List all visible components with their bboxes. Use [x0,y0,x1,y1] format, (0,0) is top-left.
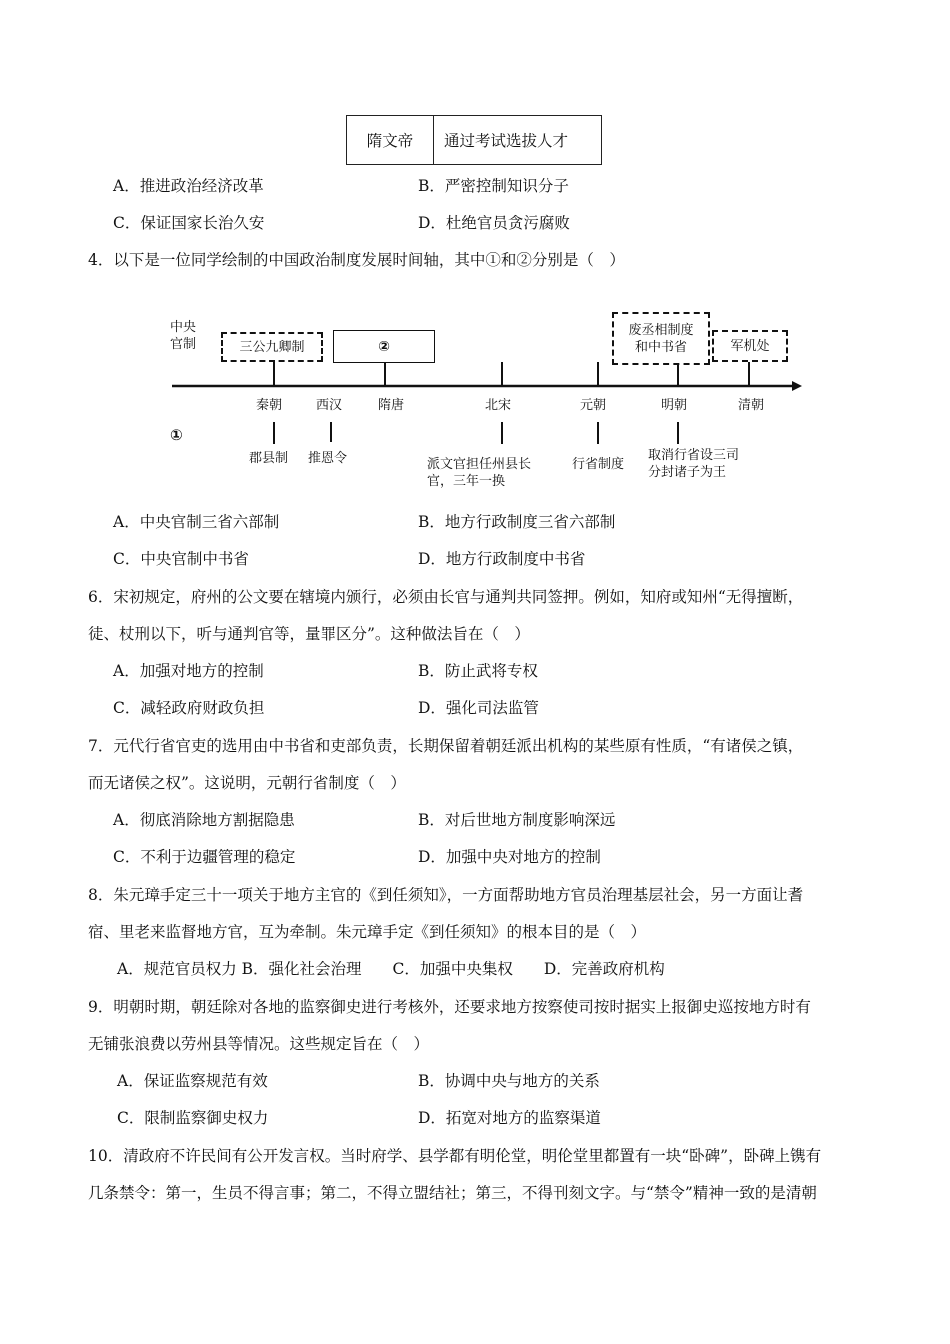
q6-option-d[interactable]: D．强化司法监管 [418,699,539,717]
q8-options[interactable]: A．规范官员权力 B．强化社会治理 C．加强中央集权 D．完善政府机构 [117,960,665,978]
dynasty-xihan: 西汉 [316,398,343,413]
q6-option-c[interactable]: C．减轻政府财政负担 [113,699,265,717]
tick-beisong-down [501,422,503,444]
q7-stem-line2: 而无诸侯之权”。这说明，元朝行省制度（ ） [88,774,406,792]
q4-option-c[interactable]: C．中央官制中书省 [113,550,249,568]
box-fei-chengxiang [612,312,710,365]
dynasty-yuan: 元朝 [580,398,607,413]
q3-table-cell-emperor: 隋文帝 [347,116,434,164]
q3-table-cell-policy: 通过考试选拔人才 [444,132,569,150]
tick-yuan-up [597,362,599,386]
tick-qin-down [273,422,275,444]
local-han: 推恩令 [308,451,348,466]
dynasty-ming: 明朝 [661,398,688,413]
q10-stem-line1: 10．清政府不许民间有公开发言权。当时府学、县学都有明伦堂，明伦堂里都置有一块“卧碑”，卧碑上镌有 [88,1147,822,1165]
q6-stem-line1: 6．宋初规定，府州的公文要在辖境内颁行，必须由长官与通判共同签押。例如，知府或知州“无得擅断， [88,588,804,606]
q7-option-b[interactable]: B．对后世地方制度影响深远 [418,811,616,829]
q3-option-d[interactable]: D．杜绝官员贪污腐败 [418,214,570,232]
q7-option-d[interactable]: D．加强中央对地方的控制 [418,848,601,866]
local-ming-line1: 取消行省设三司 [648,448,740,463]
dynasty-qing: 清朝 [738,398,765,413]
tick-ming-up [677,365,679,386]
q6-stem-line2: 徒、杖刑以下，听与通判官等，量罪区分”。这种做法旨在（ ） [88,625,530,643]
q3-option-a[interactable]: A．推进政治经济改革 [113,177,264,195]
q9-option-d[interactable]: D．拓宽对地方的监察渠道 [418,1109,601,1127]
box-fei-line1: 废丞相制度 [628,322,694,338]
tick-qin-up [273,362,275,386]
q7-stem-line1: 7．元代行省官吏的选用由中书省和吏部负责，长期保留着朝廷派出机构的某些原有性质，“有诸侯之镇， [88,737,804,755]
central-label-line1: 中央 [170,320,197,335]
tick-qing-up [748,362,750,386]
timeline-arrow-icon [792,381,802,391]
q9-stem-line2: 无铺张浪费以劳州县等情况。这些规定旨在（ ） [88,1035,430,1053]
tick-han-down [330,422,332,442]
tick-yuan-down [597,422,599,444]
q6-option-a[interactable]: A．加强对地方的控制 [113,662,264,680]
tick-suitang-up [384,363,386,386]
q3-table [346,115,602,165]
q4-option-d[interactable]: D．地方行政制度中书省 [418,550,586,568]
q3-option-b[interactable]: B．严密控制知识分子 [418,177,569,195]
box-junjichu: 军机处 [712,330,788,362]
q10-stem-line2: 几条禁令：第一，生员不得言事；第二，不得立盟结社；第三，不得刊刻文字。与“禁令”精神一致的是清朝 [88,1184,817,1202]
local-yuan: 行省制度 [572,457,625,472]
q9-option-a[interactable]: A．保证监察规范有效 [117,1072,268,1090]
local-qin: 郡县制 [249,451,289,466]
timeline-axis [170,376,810,396]
q4-option-b[interactable]: B．地方行政制度三省六部制 [418,513,616,531]
dynasty-suitang: 隋唐 [378,398,405,413]
q7-option-c[interactable]: C．不利于边疆管理的稳定 [113,848,296,866]
q8-stem-line2: 宿、里老来监督地方官，互为牵制。朱元璋手定《到任须知》的根本目的是（ ） [88,923,647,941]
q9-option-c[interactable]: C．限制监察御史权力 [117,1109,269,1127]
q9-option-b[interactable]: B．协调中央与地方的关系 [418,1072,600,1090]
q8-stem-line1: 8．朱元璋手定三十一项关于地方主官的《到任须知》，一方面帮助地方官员治理基层社会，另一方面让耆 [88,886,804,904]
tick-beisong-up [501,362,503,386]
local-ming-line2: 分封诸子为王 [648,465,727,480]
central-label-line2: 官制 [170,337,197,352]
q9-stem-line1: 9．明朝时期，朝廷除对各地的监察御史进行考核外，还要求地方按察使司按时据实上报御史巡按地方时有 [88,998,811,1016]
local-label-1: ① [170,426,183,444]
box-blank-2: ② [333,330,435,363]
box-sangong: 三公九卿制 [221,332,323,362]
q6-option-b[interactable]: B．防止武将专权 [418,662,538,680]
local-song-line2: 官，三年一换 [427,474,506,489]
dynasty-qin: 秦朝 [256,398,283,413]
q4-stem: 4．以下是一位同学绘制的中国政治制度发展时间轴，其中①和②分别是（ ） [88,251,625,269]
tick-ming-down [677,422,679,444]
dynasty-beisong: 北宋 [485,398,512,413]
q3-option-c[interactable]: C．保证国家长治久安 [113,214,265,232]
q7-option-a[interactable]: A．彻底消除地方割据隐患 [113,811,295,829]
local-song-line1: 派文官担任州县长 [427,457,532,472]
box-fei-line2: 和中书省 [634,339,687,355]
q4-option-a[interactable]: A．中央官制三省六部制 [113,513,280,531]
